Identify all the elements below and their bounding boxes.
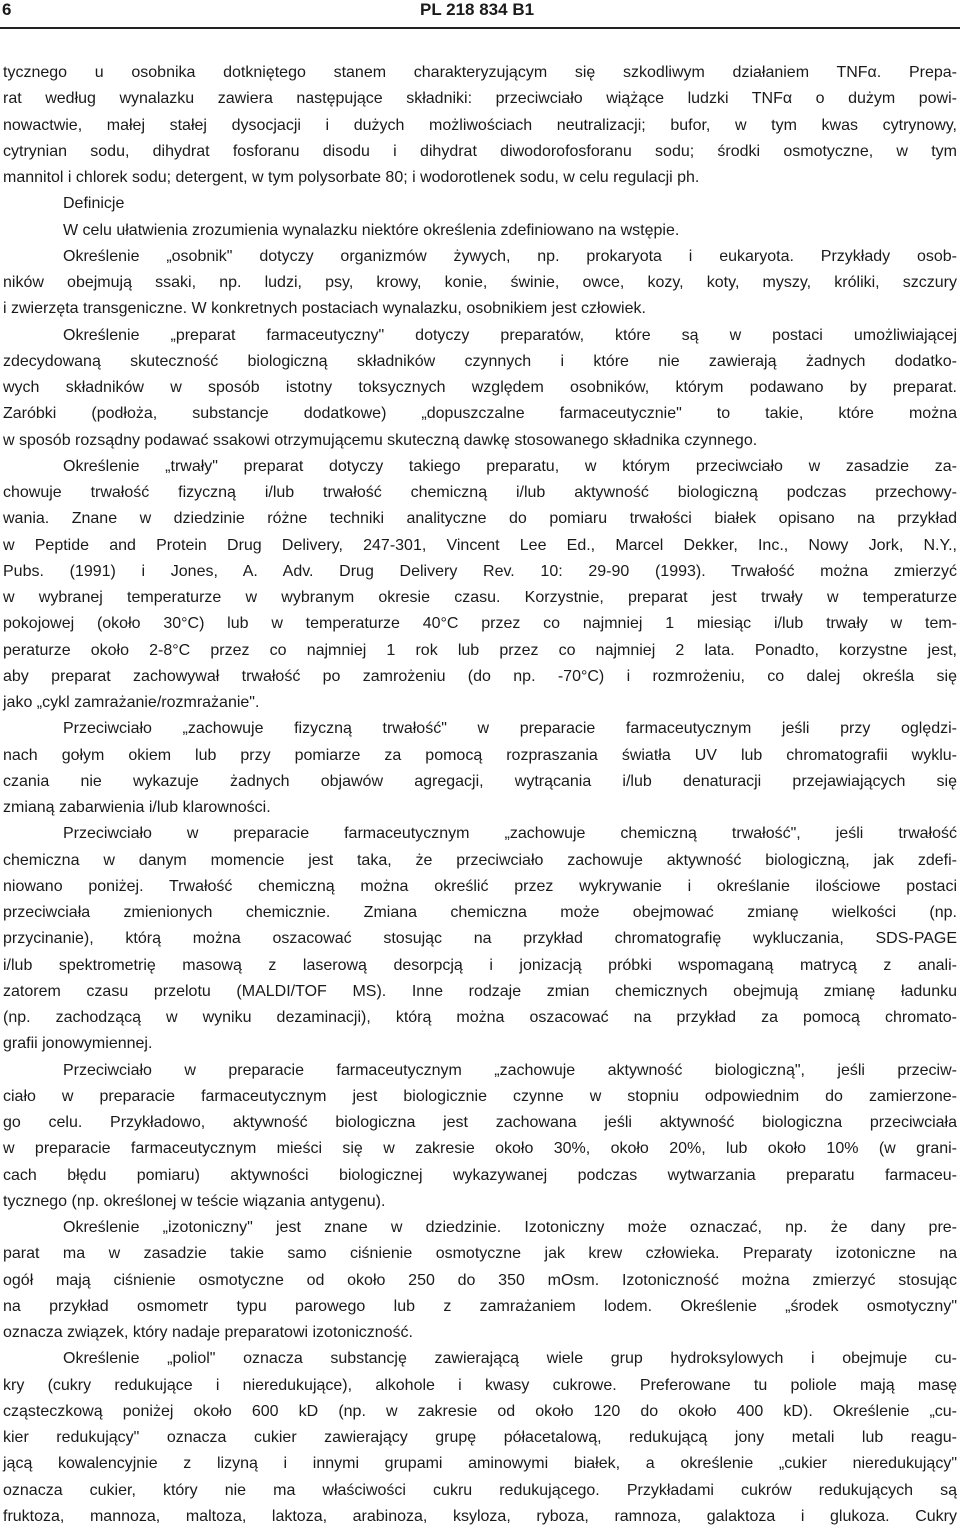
text-line: tycznego (np. określonej w teście wiązania antygenu). bbox=[3, 1192, 386, 1210]
text-line: przeciwciała zmienionych chemicznie. Zmiana chemiczna może obejmować zmianę wielkości (np. bbox=[3, 904, 957, 921]
text-line: Określenie „trwały" preparat dotyczy takiego preparatu, w którym przeciwciało w zasadzie za- bbox=[63, 457, 957, 475]
text-line: jącą kowalencyjnie z lizyną i innymi grupami aminowymi białek, a określenie „cukier nieredukujący" bbox=[3, 1455, 957, 1473]
text-line: ogół mają ciśnienie osmotyczne od około 250 do 350 mOsm. Izotoniczność można zmierzyć stosując bbox=[3, 1271, 957, 1289]
text-line: Określenie „preparat farmaceutyczny" dotyczy preparatów, które są w postaci umożliwiającej bbox=[63, 326, 957, 344]
text-line: kier redukujący" oznacza cukier zawierający grupę półacetalową, redukującą jony metali lub reagu- bbox=[3, 1429, 957, 1446]
text-line: (np. zachodzącą w wyniku dezaminacji), którą można oszacować na przykład za pomocą chromato- bbox=[3, 1009, 957, 1026]
text-line: rat według wynalazku zawiera następujące składniki: przeciwciało wiążące ludzki TNFα o dużym powi- bbox=[3, 90, 957, 108]
text-line: cząsteczkową poniżej około 600 kD (np. w zakresie od około 120 do około 400 kD). Określenie „cu- bbox=[3, 1402, 957, 1420]
text-line: w preparacie farmaceutycznym mieści się w zakresie około 30%, około 20%, lub około 10% (w grani- bbox=[3, 1140, 957, 1158]
text-line: fruktoza, mannoza, maltoza, laktoza, arabinoza, ksyloza, ryboza, ramnoza, galaktoza i glukoza. Cukry bbox=[3, 1507, 957, 1525]
text-line: przycinanie), którą można oszacować stosując na przykład chromatografię wykluczania, SDS-PAGE bbox=[3, 930, 957, 948]
text-line: Pubs. (1991) i Jones, A. Adv. Drug Delivery Rev. 10: 29-90 (1993). Trwałość można zmierzyć bbox=[3, 562, 957, 580]
text-line: zatorem czasu przelotu (MALDI/TOF MS). Inne rodzaje zmian chemicznych obejmują zmianę ładunku bbox=[3, 982, 957, 1000]
text-line: oznacza cukier, który nie ma właściwości cukru redukującego. Przykładami cukrów redukujących są bbox=[3, 1481, 957, 1499]
header-rule bbox=[0, 27, 960, 29]
text-line: na przykład osmometr typu parowego lub z zamrażaniem lodem. Określenie „środek osmotyczny" bbox=[3, 1297, 957, 1315]
text-line: w wybranej temperaturze w wybranym okresie czasu. Korzystnie, preparat jest trwały w temperaturze bbox=[3, 589, 957, 606]
text-line: cach błędu pomiaru) aktywności biologicznej wykazywanej podczas wytwarzania preparatu farmaceu- bbox=[3, 1166, 957, 1184]
text-line: i zwierzęta transgeniczne. W konkretnych postaciach wynalazku, osobnikiem jest człowiek. bbox=[3, 300, 646, 318]
text-line: Przeciwciało „zachowuje fizyczną trwałość" w preparacie farmaceutycznym jeśli przy oględzi- bbox=[63, 720, 957, 738]
text-line: niowano poniżej. Trwałość chemiczną można określić przez wykrywanie i określanie ilościowe postaci bbox=[3, 877, 957, 895]
text-line: jako „cykl zamrażanie/rozmrażanie". bbox=[3, 694, 260, 711]
text-line: grafii jonowymiennej. bbox=[3, 1035, 153, 1053]
text-line: czania nie wykazuje żadnych objawów agregacji, wytrącania i/lub denaturacji przejawiających się bbox=[3, 772, 957, 790]
text-line: i/lub spektrometrię masową z laserową desorpcją i jonizacją próbki wspomaganą matrycą z anali- bbox=[3, 956, 957, 974]
text-line: zmianą zabarwienia i/lub klarowności. bbox=[3, 799, 271, 816]
text-line: mannitol i chlorek sodu; detergent, w tym polysorbate 80; i wodorotlenek sodu, w celu regulacji ph. bbox=[3, 169, 700, 186]
text-line: ników obejmują ssaki, np. ludzi, psy, krowy, konie, świnie, owce, kozy, koty, myszy, króliki, szczury bbox=[3, 274, 957, 291]
text-line: w sposób rozsądny podawać ssakowi otrzymującemu skuteczną dawkę stosowanego składnika czynnego. bbox=[3, 431, 758, 449]
page-header bbox=[0, 0, 960, 24]
text-line: go celu. Przykładowo, aktywność biologiczna jest zachowana jeśli aktywność biologiczna przeciwciała bbox=[3, 1114, 957, 1131]
text-line: peraturze około 2-8°C przez co najmniej 1 rok lub przez co najmniej 2 lata. Ponadto, korzystne jest, bbox=[3, 641, 957, 659]
page-number: 6 bbox=[2, 0, 12, 19]
text-line: Określenie „izotoniczny" jest znane w dziedzinie. Izotoniczny może oznaczać, np. że dany pre- bbox=[63, 1219, 957, 1236]
text-line: wania. Znane w dziedzinie różne techniki analityczne do pomiaru trwałości białek opisano na przykład bbox=[3, 510, 957, 528]
text-line: pokojowej (około 30°C) lub w temperaturze 40°C przez co najmniej 1 miesiąc i/lub trwały w tem- bbox=[3, 615, 957, 633]
text-line: Określenie „osobnik" dotyczy organizmów żywych, np. prokaryota i eukaryota. Przykłady osob- bbox=[63, 247, 957, 265]
text-line: wych składników w sposób istotny toksycznych względem osobników, którym podawano by preparat. bbox=[3, 379, 957, 396]
text-line: oznacza związek, który nadaje preparatowi izotoniczność. bbox=[3, 1324, 413, 1341]
text-line: Określenie „poliol" oznacza substancję zawierającą wiele grup hydroksylowych i obejmuje cu- bbox=[63, 1350, 957, 1368]
text-line: chowuje trwałość fizyczną i/lub trwałość chemiczną i/lub aktywność biologiczną podczas przechowy- bbox=[3, 484, 957, 501]
text-line: parat ma w zasadzie takie samo ciśnienie osmotyczne jak krew człowieka. Preparaty izotoniczne na bbox=[3, 1245, 957, 1263]
text-line: nach gołym okiem lub przy pomiarze za pomocą rozpraszania światła UV lub chromatografii wyklu- bbox=[3, 746, 957, 764]
text-line: Przeciwciało w preparacie farmaceutycznym „zachowuje chemiczną trwałość", jeśli trwałość bbox=[63, 825, 957, 843]
text-line: Przeciwciało w preparacie farmaceutycznym „zachowuje aktywność biologiczną", jeśli przeciw- bbox=[63, 1061, 957, 1079]
text-line: Definicje bbox=[63, 195, 125, 213]
text-line: cytrynian sodu, dihydrat fosforanu disodu i dihydrat diwodorofosforanu sodu; środki osmotyczne, w tym bbox=[3, 142, 957, 160]
text-line: nowactwie, małej stałej dysocjacji i dużych możliwościach neutralizacji; bufor, w tym kwas cytrynowy, bbox=[3, 116, 957, 134]
text-line: kry (cukry redukujące i nieredukujące), alkohole i kwasy cukrowe. Preferowane tu poliole mają masę bbox=[3, 1376, 957, 1394]
text-line: aby preparat zachowywał trwałość po zamrożeniu (do np. -70°C) i rozmrożeniu, co dalej określa się bbox=[3, 667, 957, 685]
body-text bbox=[3, 60, 957, 1525]
text-line: w Peptide and Protein Drug Delivery, 247-301, Vincent Lee Ed., Marcel Dekker, Inc., Nowy Jork, N.Y., bbox=[3, 536, 957, 554]
patent-number: PL 218 834 B1 bbox=[420, 0, 535, 19]
text-line: zdecydowaną skuteczność biologiczną składników czynnych i które nie zawierają żadnych dodatko- bbox=[3, 352, 957, 370]
text-line: tycznego u osobnika dotkniętego stanem charakteryzującym się szkodliwym działaniem TNFα. Prepa- bbox=[3, 64, 957, 81]
text-line: ciało w preparacie farmaceutycznym jest biologicznie czynne w stopniu odpowiednim do zamierzone- bbox=[3, 1087, 957, 1105]
text-line: W celu ułatwienia zrozumienia wynalazku niektóre określenia zdefiniowano na wstępie. bbox=[63, 221, 680, 239]
text-line: Zaróbki (podłoża, substancje dodatkowe) „dopuszczalne farmaceutycznie" to takie, które można bbox=[3, 405, 957, 423]
text-line: chemiczna w danym momencie jest taka, że przeciwciało zachowuje aktywność biologiczną, jak zdefi- bbox=[3, 851, 957, 869]
